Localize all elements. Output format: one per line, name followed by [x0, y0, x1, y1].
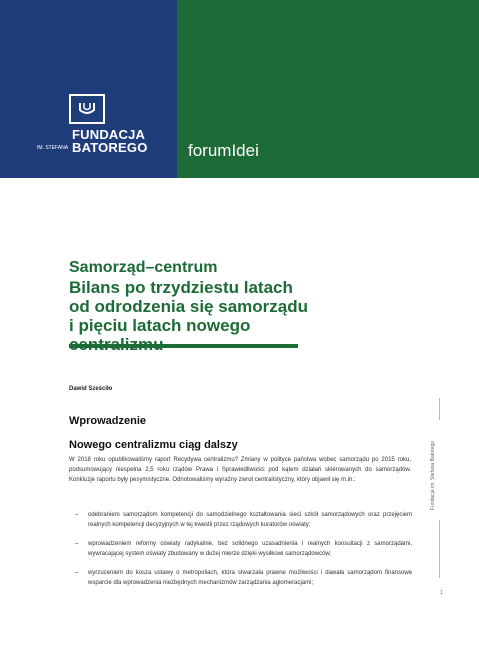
bullet-item: – odebraniem samorządom kompetencji do samodzielnego kształtowania sieci szkół samorządowych oraz przejęciem realnych kompetencji decyzyjnych w tej kwestii przez rządowych kuratorów oświaty; [75, 510, 412, 530]
forum-panel [177, 0, 479, 178]
sidebar-rule-bottom [439, 520, 440, 578]
subsection-heading: Nowego centralizmu ciąg dalszy [69, 439, 238, 451]
sidebar-rule-top [439, 398, 440, 420]
page-title: Bilans po trzydziestu latach od odrodzenia się samorządu i pięciu latach nowego [69, 278, 308, 335]
bullet-list [75, 510, 412, 597]
header-banner [0, 0, 479, 178]
page-number: 1 [440, 590, 443, 596]
foundation-prefix: IM. STEFANA [37, 145, 69, 151]
title-underline [69, 344, 298, 348]
title-kicker: Samorząd–centrum [69, 259, 218, 276]
foundation-name: FUNDACJA [72, 127, 146, 142]
foundation-surname: BATOREGO [72, 140, 148, 155]
foundation-logo-icon [78, 102, 96, 117]
sidebar-foundation-text: Fundacja im. Stefana Batorego [430, 441, 436, 510]
bullet-item: – wprowadzeniem reformy oświaty radykalnie, bez solidnego uzasadnienia i realnych konsultacji z samorządami, wywracającej system oświaty zbudowany w dużej mierze dzięki wysiłkowi samorządowców; [75, 539, 412, 559]
intro-paragraph: W 2018 roku opublikowaliśmy raport Recydywa centralizmu? Zmiany w polityce państwa wobec samorządu po 2015 roku, podsumowujący niespełna 2,5 roku rządów Prawa i Sprawiedliwości pod kątem działań skierowanych do samorządów. Konkluzje raportu były pesymistyczne. Odnotowaliśmy wyraźny zwrot centralistyczny, który objawił się m.in.: [69, 457, 411, 483]
section-heading: Wprowadzenie [69, 415, 147, 427]
title-block [69, 258, 309, 354]
author-name: Dawid Sześciło [69, 386, 113, 392]
foundation-panel [0, 0, 177, 178]
bullet-item: – wyrzuceniem do kosza ustawy o metropoliach, która stwarzała prawne możliwości i dawała samorządom finansowe wsparcie dla wprowadzenia niezbędnych mechanizmów zarządzania aglomeracjami; [75, 568, 412, 588]
forum-idei-label: forumIdei [188, 141, 259, 160]
